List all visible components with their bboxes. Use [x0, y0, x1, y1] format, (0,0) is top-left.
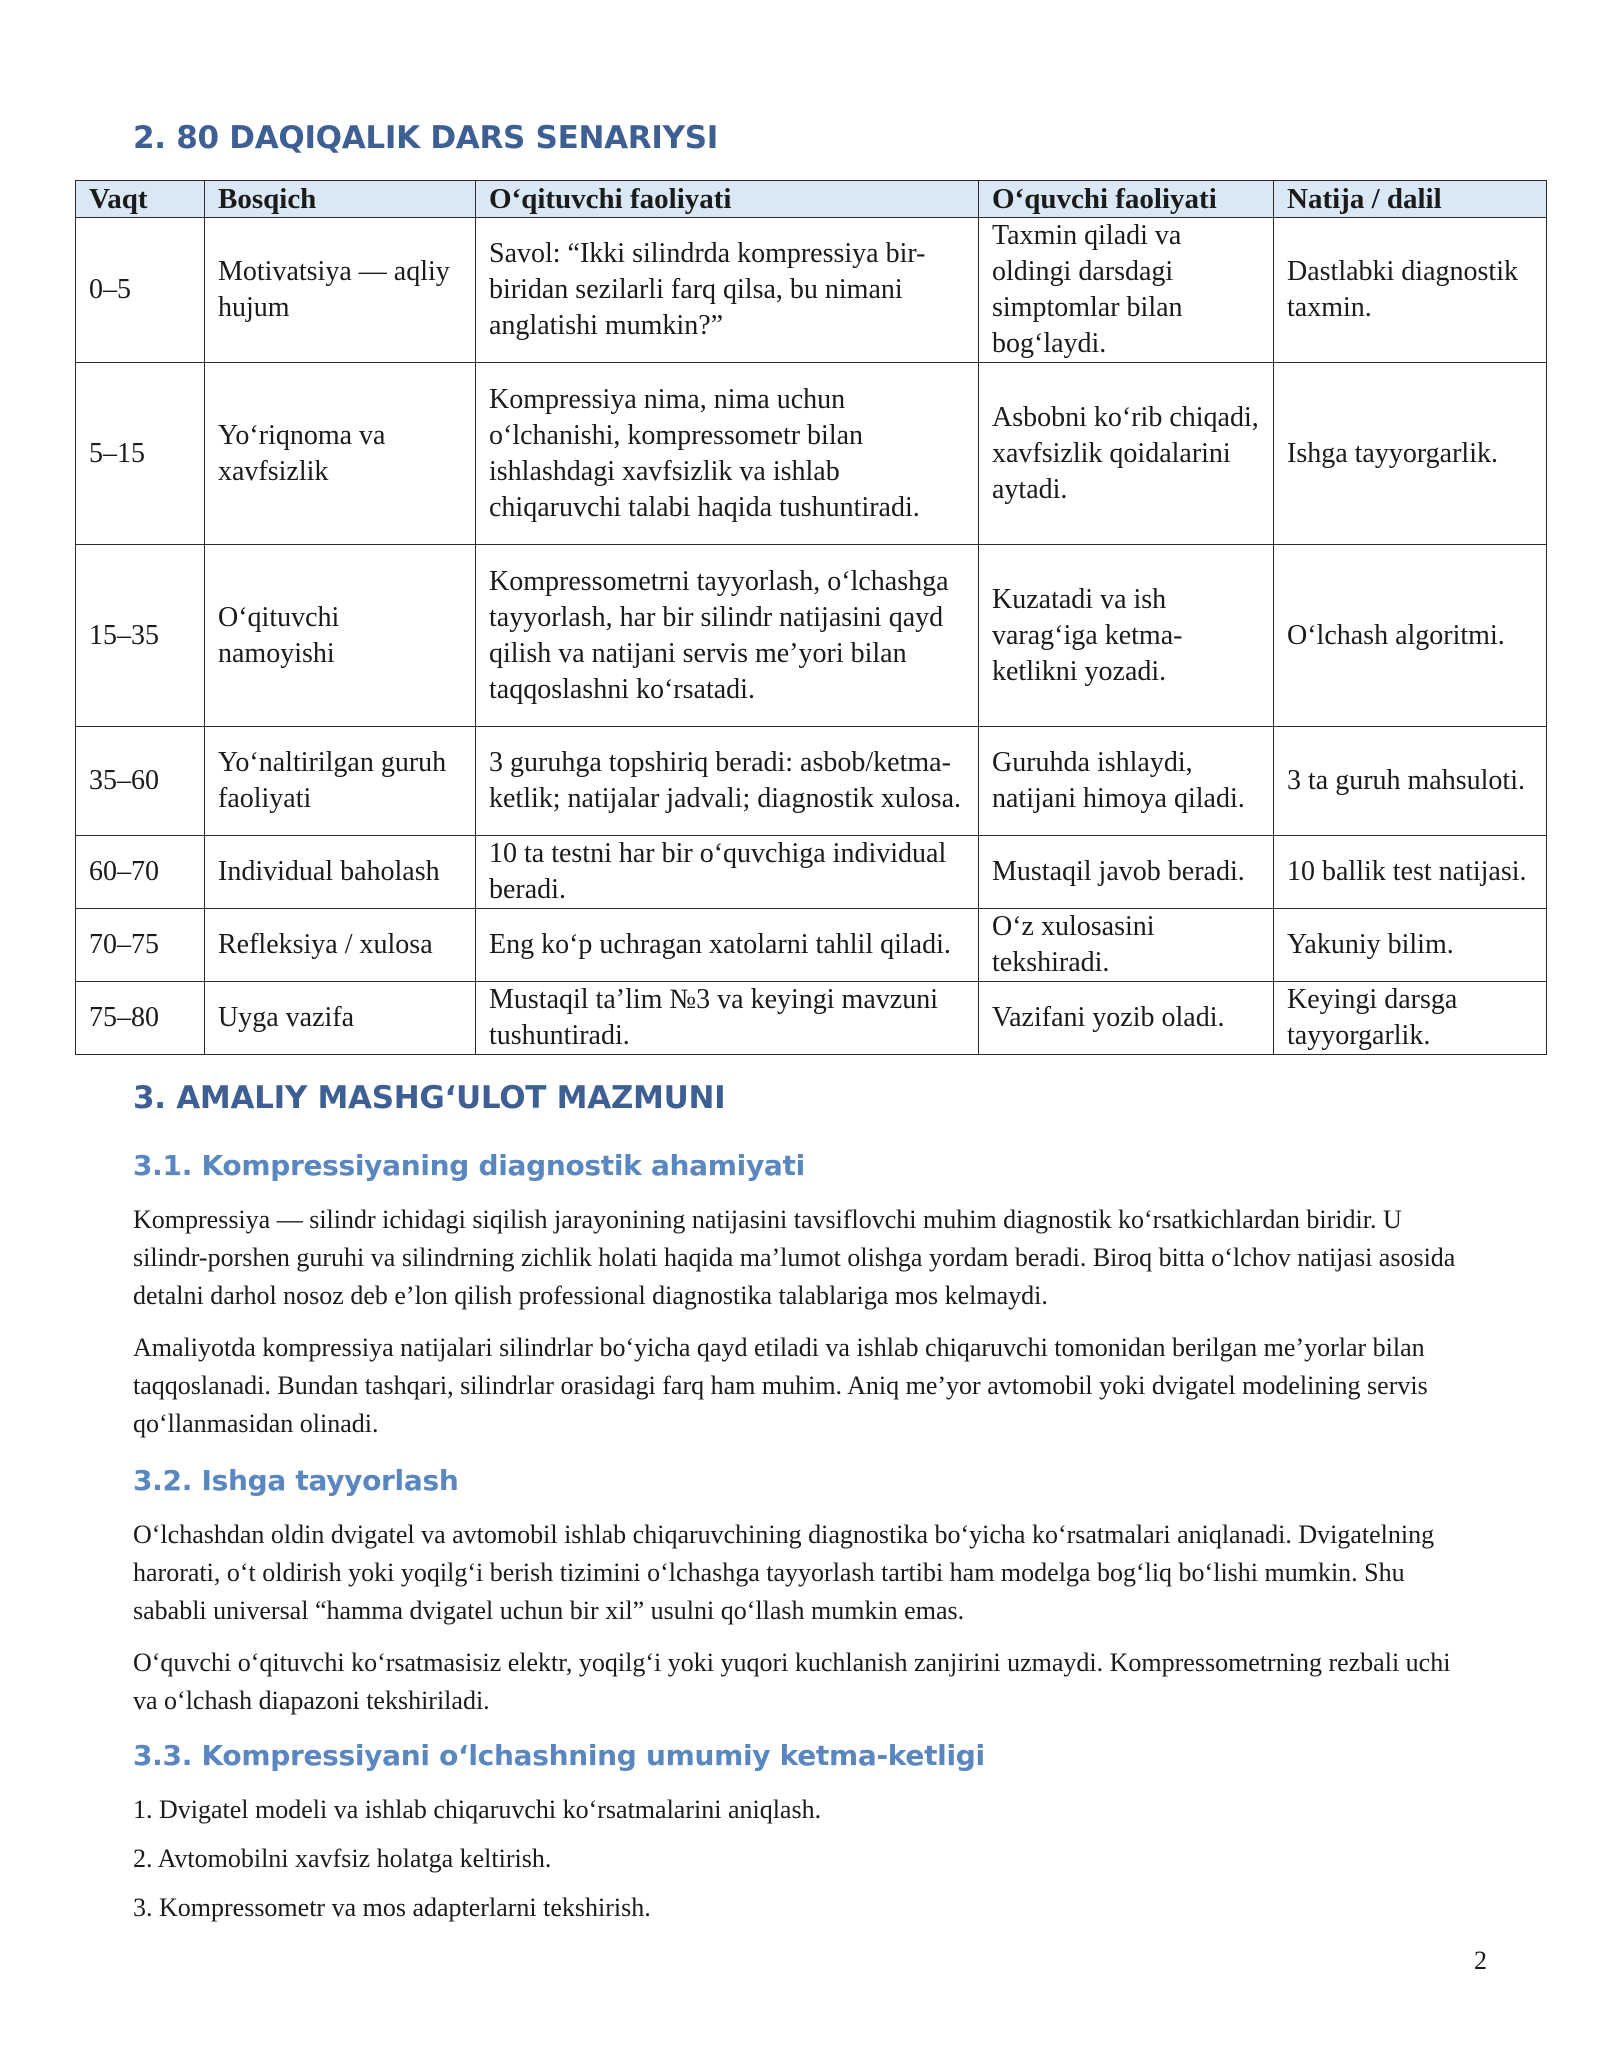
header-result: Natija / dalil	[1274, 181, 1547, 218]
cell-time: 70–75	[76, 909, 205, 982]
cell-result: Keyingi darsga tayyorgarlik.	[1274, 982, 1547, 1055]
cell-time: 15–35	[76, 545, 205, 727]
cell-result: Yakuniy bilim.	[1274, 909, 1547, 982]
cell-stage: Yo‘naltirilgan guruh faoliyati	[205, 727, 476, 836]
cell-time: 0–5	[76, 218, 205, 363]
paragraph: O‘quvchi o‘qituvchi ko‘rsatmasisiz elektr, yoqilg‘i yoki yuqori kuchlanish zanjirini uzmaydi. Kompressometrning rezbali uchi va o‘lchash diapazoni tekshiriladi.	[133, 1648, 1451, 1715]
table-row	[76, 218, 1547, 363]
table-row	[76, 727, 1547, 836]
table-header-row	[76, 181, 1547, 218]
table-row	[76, 836, 1547, 909]
cell-result: Dastlabki diagnostik taxmin.	[1274, 218, 1547, 363]
table-row	[76, 982, 1547, 1055]
paragraph: O‘lchashdan oldin dvigatel va avtomobil ishlab chiqaruvchining diagnostika bo‘yicha ko‘rsatmalari aniqlanadi. Dvigatelning harorati, o‘t oldirish yoki yoqilg‘i berish tizimini o‘lchashga tayyorlash tartibi ham modelga bog‘liq bo‘lishi mumkin. Shu sababli universal “hamma dvigatel uchun bir xil” usulni qo‘llash mumkin emas.	[133, 1520, 1435, 1625]
cell-result: O‘lchash algoritmi.	[1274, 545, 1547, 727]
table-row	[76, 363, 1547, 545]
cell-teacher-activity: Kompressometrni tayyorlash, o‘lchashga tayyorlash, har bir silindr natijasini qayd qilish va natijani servis me’yori bilan taqqoslashni ko‘rsatadi.	[476, 545, 979, 727]
cell-stage: O‘qituvchi namoyishi	[205, 545, 476, 727]
cell-student-activity: Asbobni ko‘rib chiqadi, xavfsizlik qoidalarini aytadi.	[979, 363, 1274, 545]
cell-student-activity: O‘z xulosasini tekshiradi.	[979, 909, 1274, 982]
paragraph: Kompressiya — silindr ichidagi siqilish jarayonining natijasini tavsiflovchi muhim diagnostik ko‘rsatkichlardan biridir. U silindr-porshen guruhi va silindrning zichlik holati haqida ma’lumot olishga yordam beradi. Biroq bitta o‘lchov natijasi asosida detalni darhol nosoz deb e’lon qilish professional diagnostika talablariga mos kelmaydi.	[133, 1205, 1456, 1310]
header-student-activity: O‘quvchi faoliyati	[979, 181, 1274, 218]
table-row	[76, 545, 1547, 727]
cell-student-activity: Kuzatadi va ish varag‘iga ketma-ketlikni yozadi.	[979, 545, 1274, 727]
cell-time: 35–60	[76, 727, 205, 836]
section-heading-practical: 3. AMALIY MASHG‘ULOT MAZMUNI	[133, 1080, 726, 1116]
header-time: Vaqt	[76, 181, 205, 218]
page-number: 2	[1474, 1946, 1487, 1975]
subsection-heading-3-2: 3.2. Ishga tayyorlash	[133, 1464, 459, 1497]
list-item: 2. Avtomobilni xavfsiz holatga keltirish.	[133, 1844, 552, 1873]
cell-stage: Yo‘riqnoma va xavfsizlik	[205, 363, 476, 545]
lesson-scenario-table	[75, 180, 1547, 1055]
list-item: 1. Dvigatel modeli va ishlab chiqaruvchi ko‘rsatmalarini aniqlash.	[133, 1795, 822, 1824]
cell-teacher-activity: Kompressiya nima, nima uchun o‘lchanishi, kompressometr bilan ishlashdagi xavfsizlik va ishlab chiqaruvchi talabi haqida tushuntiradi.	[476, 363, 979, 545]
cell-stage: Uyga vazifa	[205, 982, 476, 1055]
cell-result: 10 ballik test natijasi.	[1274, 836, 1547, 909]
cell-stage: Refleksiya / xulosa	[205, 909, 476, 982]
subsection-heading-3-3: 3.3. Kompressiyani o‘lchashning umumiy ketma-ketligi	[133, 1739, 985, 1772]
cell-teacher-activity: 3 guruhga topshiriq beradi: asbob/ketma-ketlik; natijalar jadvali; diagnostik xulosa.	[476, 727, 979, 836]
cell-time: 60–70	[76, 836, 205, 909]
subsection-heading-3-1: 3.1. Kompressiyaning diagnostik ahamiyati	[133, 1149, 805, 1182]
cell-student-activity: Mustaqil javob beradi.	[979, 836, 1274, 909]
cell-teacher-activity: Savol: “Ikki silindrda kompressiya bir-biridan sezilarli farq qilsa, bu nimani anglatishi mumkin?”	[476, 218, 979, 363]
cell-student-activity: Guruhda ishlaydi, natijani himoya qiladi.	[979, 727, 1274, 836]
cell-result: Ishga tayyorgarlik.	[1274, 363, 1547, 545]
cell-teacher-activity: Eng ko‘p uchragan xatolarni tahlil qiladi.	[476, 909, 979, 982]
cell-teacher-activity: Mustaqil ta’lim №3 va keyingi mavzuni tushuntiradi.	[476, 982, 979, 1055]
header-stage: Bosqich	[205, 181, 476, 218]
cell-result: 3 ta guruh mahsuloti.	[1274, 727, 1547, 836]
cell-student-activity: Vazifani yozib oladi.	[979, 982, 1274, 1055]
paragraph: Amaliyotda kompressiya natijalari silindrlar bo‘yicha qayd etiladi va ishlab chiqaruvchi tomonidan berilgan me’yorlar bilan taqqoslanadi. Bundan tashqari, silindrlar orasidagi farq ham muhim. Aniq me’yor avtomobil yoki dvigatel modelining servis qo‘llanmasidan olinadi.	[133, 1333, 1428, 1438]
cell-student-activity: Taxmin qiladi va oldingi darsdagi simptomlar bilan bog‘laydi.	[979, 218, 1274, 363]
cell-stage: Individual baholash	[205, 836, 476, 909]
cell-time: 75–80	[76, 982, 205, 1055]
list-item: 3. Kompressometr va mos adapterlarni tekshirish.	[133, 1893, 651, 1922]
section-heading-scenario: 2. 80 DAQIQALIK DARS SENARIYSI	[133, 120, 718, 156]
header-teacher-activity: O‘qituvchi faoliyati	[476, 181, 979, 218]
table-row	[76, 909, 1547, 982]
cell-time: 5–15	[76, 363, 205, 545]
cell-teacher-activity: 10 ta testni har bir o‘quvchiga individual beradi.	[476, 836, 979, 909]
cell-stage: Motivatsiya — aqliy hujum	[205, 218, 476, 363]
